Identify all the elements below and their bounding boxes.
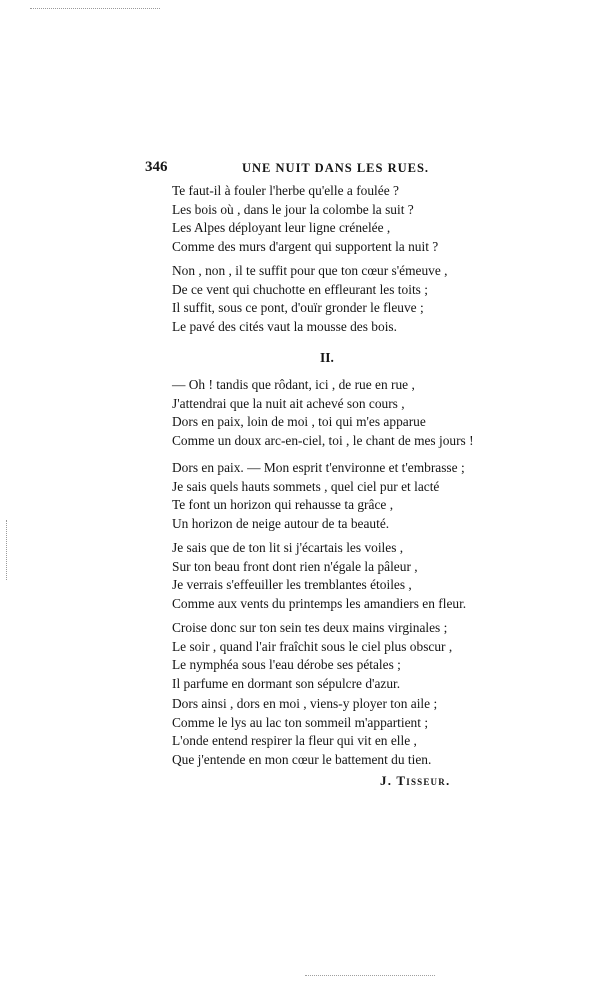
verse-line: Comme aux vents du printemps les amandiers en fleur. <box>172 595 467 611</box>
verse-line: Comme des murs d'argent qui supportent la nuit ? <box>172 238 439 254</box>
verse-line: Non , non , il te suffit pour que ton cœur s'émeuve , <box>172 263 448 278</box>
verse-line: Un horizon de neige autour de ta beauté. <box>172 515 390 531</box>
verse-line: Le pavé des cités vaut la mousse des bois. <box>172 318 397 334</box>
verse-line: Le nymphéa sous l'eau dérobe ses pétales ; <box>172 657 401 673</box>
verse-line: Je sais que de ton lit si j'écartais les voiles , <box>172 540 404 555</box>
stanza <box>172 619 452 693</box>
verse-line: Sur ton beau front dont rien n'égale la pâleur , <box>172 558 418 574</box>
author-signature: J. Tisseur. <box>380 773 451 788</box>
stanza <box>172 539 466 613</box>
stanza <box>172 695 437 769</box>
verse-line: Je sais quels hauts sommets , quel ciel pur et lacté <box>172 478 440 494</box>
running-head <box>145 159 455 179</box>
scan-artifact-left <box>6 520 8 580</box>
verse-line: Dors en paix, loin de moi , toi qui m'es apparue <box>172 414 426 430</box>
verse-line: Croise donc sur ton sein tes deux mains virginales ; <box>172 620 448 635</box>
running-title: UNE NUIT DANS LES RUES. <box>242 161 430 175</box>
verse-line: Te font un horizon qui rehausse ta grâce , <box>172 497 394 513</box>
verse-line: Les Alpes déployant leur ligne crénelée , <box>172 220 391 236</box>
stanza <box>172 182 438 256</box>
stanza <box>172 262 448 336</box>
verse-line: — Oh ! tandis que rôdant, ici , de rue en rue , <box>172 377 415 392</box>
verse-line: De ce vent qui chuchotte en effleurant les toits ; <box>172 281 428 297</box>
verse-line: Comme le lys au lac ton sommeil m'appartient ; <box>172 714 429 730</box>
section-number: II. <box>320 350 334 365</box>
verse-line: J'attendrai que la nuit ait achevé son cours , <box>172 395 405 411</box>
verse-line: Dors ainsi , dors en moi , viens-y ployer ton aile ; <box>172 696 438 711</box>
scan-artifact-top <box>30 8 160 10</box>
scan-artifact-bottom <box>305 975 435 977</box>
verse-line: Il suffit, sous ce pont, d'ouïr gronder le fleuve ; <box>172 300 424 316</box>
stanza <box>172 376 474 450</box>
verse-line: Te faut-il à fouler l'herbe qu'elle a foulée ? <box>172 183 399 198</box>
verse-line: Je verrais s'effeuiller les tremblantes étoiles , <box>172 577 412 593</box>
verse-line: Dors en paix. — Mon esprit t'environne et t'embrasse ; <box>172 460 465 475</box>
verse-line: Que j'entende en mon cœur le battement du tien. <box>172 751 432 767</box>
verse-line: Il parfume en dormant son sépulcre d'azur. <box>172 675 401 691</box>
page-number: 346 <box>145 159 168 175</box>
verse-line: Les bois où , dans le jour la colombe la suit ? <box>172 201 414 217</box>
stanza <box>172 459 465 533</box>
verse-line: Le soir , quand l'air fraîchit sous le ciel plus obscur , <box>172 638 453 654</box>
verse-line: Comme un doux arc-en-ciel, toi , le chant de mes jours ! <box>172 432 474 448</box>
verse-line: L'onde entend respirer la fleur qui vit en elle , <box>172 733 417 749</box>
